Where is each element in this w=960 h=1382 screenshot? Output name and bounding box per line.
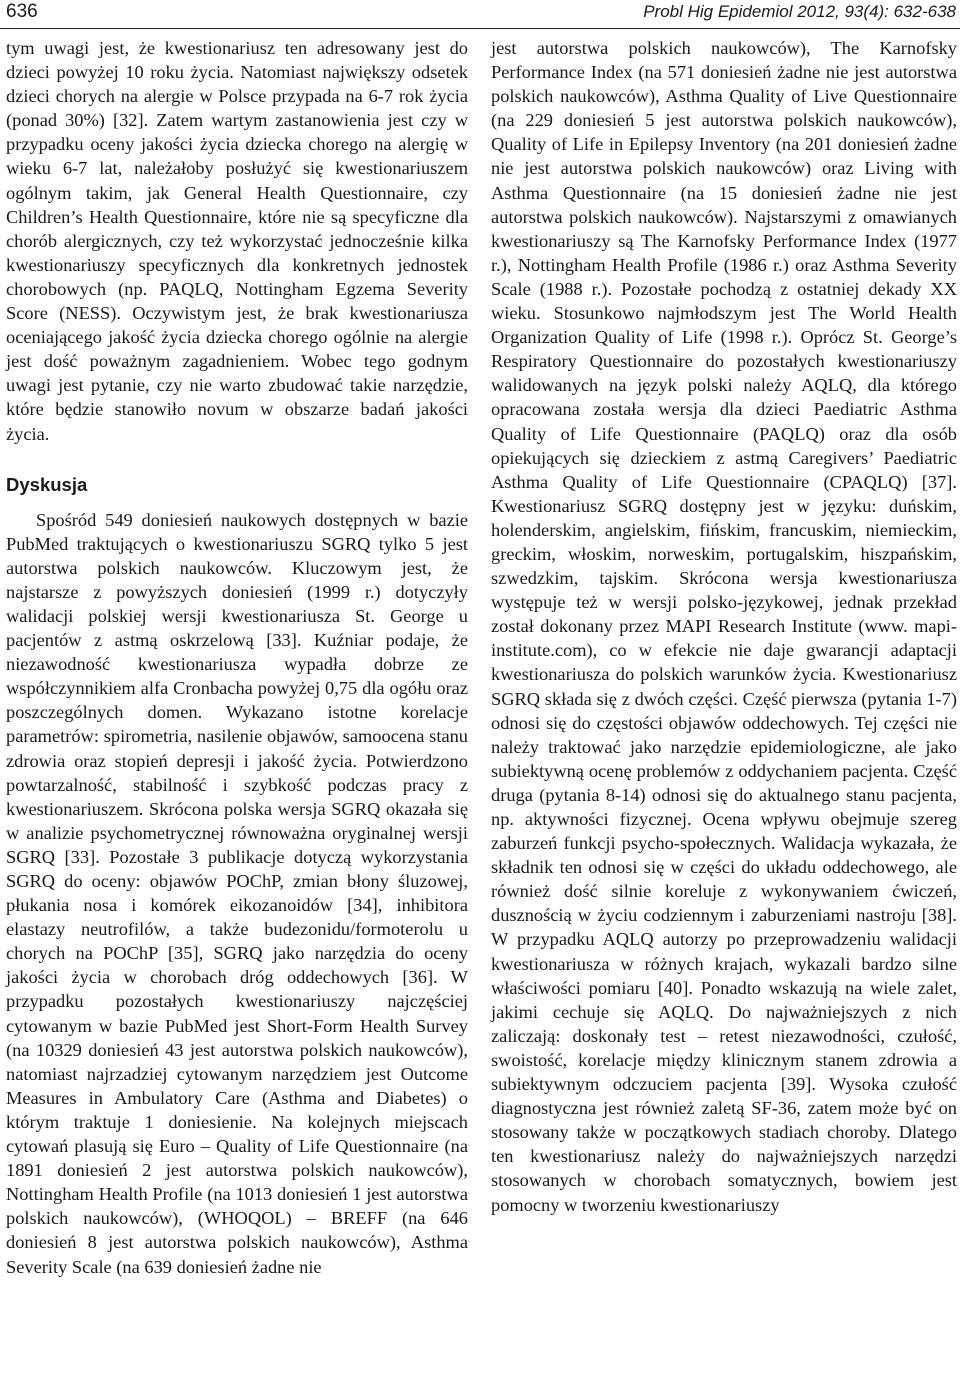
page-header	[0, 0, 960, 29]
left-column	[6, 36, 468, 1279]
right-column	[491, 36, 957, 1217]
body-paragraph: Spośród 549 doniesień naukowych dostępnych w bazie PubMed traktujących o kwestionariuszu SGRQ tylko 5 jest autorstwa polskich naukowców. Kluczowym jest, że najstarsze z powyższych doniesień (1999 r.) dotyczyły walidacji polskiej wersji kwestionariusza St. George u pacjentów z astmą oskrzelową [33]. Kuźniar podaje, że niezawodność kwestionariusza wypadła dobrze ze współczynnikiem alfa Cronbacha powyżej 0,75 dla ogółu oraz poszczególnych domen. Wykazano istotne korelacje parametrów: spirometria, nasilenie objawów, samoocena stanu zdrowia oraz stopień depresji i jakość życia. Potwierdzono powtarzalność, stabilność i szybkość podczas pracy z kwestionariuszem. Skrócona polska wersja SGRQ okazała się w analizie psychometrycznej równoważna oryginalnej wersji SGRQ [33]. Pozostałe 3 publikacje dotyczą wykorzystania SGRQ do oceny: objawów POChP, zmian błony śluzowej, płukania nosa i komórek eikozanoidów [34], inhibitora elastazy neutrofilów, a także budezonidu/formoterolu u chorych na POChP [35], SGRQ jako narzędzia do oceny jakości życia w chorobach dróg oddechowych [36]. W przypadku pozostałych kwestionariuszy najczęściej cytowanym w bazie PubMed jest Short-Form Health Survey (na 10329 doniesień 43 jest autorstwa polskich naukowców), natomiast najrzadziej cytowanym narzędziem jest Outcome Measures in Ambulatory Care (Asthma and Diabetes) o którym traktuje 1 doniesienie. Na kolejnych miejscach cytowań plasują się Euro – Quality of Life Questionnaire (na 1891 doniesień 2 jest autorstwa polskich naukowców), Nottingham Health Profile (na 1013 doniesień 1 jest autorstwa polskich naukowców), (WHOQOL) – BREFF (na 646 doniesień 8 jest autorstwa polskich naukowców), Asthma Severity Scale (na 639 doniesień żadne nie	[6, 509, 468, 1277]
section-heading: Dyskusja	[6, 473, 88, 495]
body-paragraph: tym uwagi jest, że kwestionariusz ten adresowany jest do dzieci powyżej 10 roku życia. Natomiast największy odsetek dzieci chorych na alergie w Polsce przypada na 6-7 rok życia (ponad 30%) [32]. Zatem wartym zastanowienia jest czy w przypadku oceny jakości życia dziecka chorego na alergię w wieku 6-7 lat, należałoby posłużyć się kwestionariuszem ogólnym takim, jak General Health Questionnaire, czy Children’s Health Questionnaire, które nie są specyficzne dla chorób alergicznych, czy też wykorzystać jednocześnie kilka kwestionariuszy specyficznych dla konkretnych jednostek chorobowych (np. PAQLQ, Nottingham Egzema Severity Score (NESS). Oczywistym jest, że brak kwestionariusza oceniającego jakość życia dziecka chorego ogólnie na alergie jest dość poważnym zagadnieniem. Wobec tego godnym uwagi jest pytanie, czy nie warto zbudować takie narzędzie, które będzie stanowiło novum w obszarze badań jakości życia.	[6, 38, 468, 444]
running-head: Probl Hig Epidemiol 2012, 93(4): 632-638	[643, 2, 956, 21]
page-number: 636	[6, 1, 38, 22]
body-paragraph: jest autorstwa polskich naukowców), The Karnofsky Performance Index (na 571 doniesień żadne nie jest autorstwa polskich naukowców), Asthma Quality of Live Questionnaire (na 229 doniesień 5 jest autorstwa polskich naukowców), Quality of Life in Epilepsy Inventory (na 201 doniesień żadne nie jest autorstwa polskich naukowców) oraz Living with Asthma Questionnaire (na 15 doniesień żadne nie jest autorstwa polskich naukowców). Najstarszymi z omawianych kwestionariuszy są The Karnofsky Performance Index (1977 r.), Nottingham Health Profile (1986 r.) oraz Asthma Severity Scale (1988 r.). Pozostałe pochodzą z ostatniej dekady XX wieku. Stosunkowo najmłodszym jest The World Health Organization Quality of Life (1998 r.). Oprócz St. George’s Respiratory Questionnaire do pozostałych kwestionariuszy walidowanych na język polski należy AQLQ, dla którego opracowana została wersja dla dzieci Paediatric Asthma Quality of Life Questionnaire (PAQLQ) oraz dla osób opiekujących się dzieckiem z astmą Caregivers’ Paediatric Asthma Quality of Life Questionnaire (CPAQLQ) [37]. Kwestionariusz SGRQ dostępny jest w języku: duńskim, holenderskim, angielskim, fińskim, francuskim, niemieckim, greckim, włoskim, norweskim, portugalskim, hiszpańskim, szwedzkim, tajskim. Skrócona wersja kwestionariusza występuje też w wersji polsko-językowej, jednak przekład został dokonany przez MAPI Research Institute (www. mapi-institute.com), co w efekcie nie daje gwarancji adaptacji kwestionariusza do polskich warunków życia. Kwestionariusz SGRQ składa się z dwóch części. Część pierwsza (pytania 1-7) odnosi się do częstości objawów oddechowych. Tej części nie należy traktować jako narzędzie epidemiologiczne, ale jako subiektywną ocenę problemów z oddychaniem pacjenta. Część druga (pytania 8-14) odnosi się do aktualnego stanu pacjenta, np. aktywności fizycznej. Ocena wpływu obejmuje szereg zaburzeń funkcji psycho-społecznych. Walidacja wykazała, że składnik ten odnosi się w części do układu oddechowego, ale również dość silnie koreluje z wykonywaniem ćwiczeń, dusznością w życiu codziennym i zaburzeniami nastroju [38]. W przypadku AQLQ autorzy po przeprowadzeniu walidacji kwestionariusza w różnych krajach, wykazali bardzo silne właściwości pomiaru [40]. Ponadto wskazują na wiele zalet, jakimi cechuje się AQLQ. Do najważniejszych z nich zaliczają: doskonały test – retest niezawodności, czułość, swoistość, korelacje między klinicznym stanem zdrowia a subiektywnym odczuciem pacjenta [39]. Wysoka czułość diagnostyczna jest również zaletą SF-36, zatem może być on stosowany także w początkowych stadiach choroby. Dlatego ten kwestionariusz należy do najważniejszych narzędzi stosowanych w chorobach somatycznych, bowiem jest pomocny w tworzeniu kwestionariuszy	[491, 38, 957, 1215]
